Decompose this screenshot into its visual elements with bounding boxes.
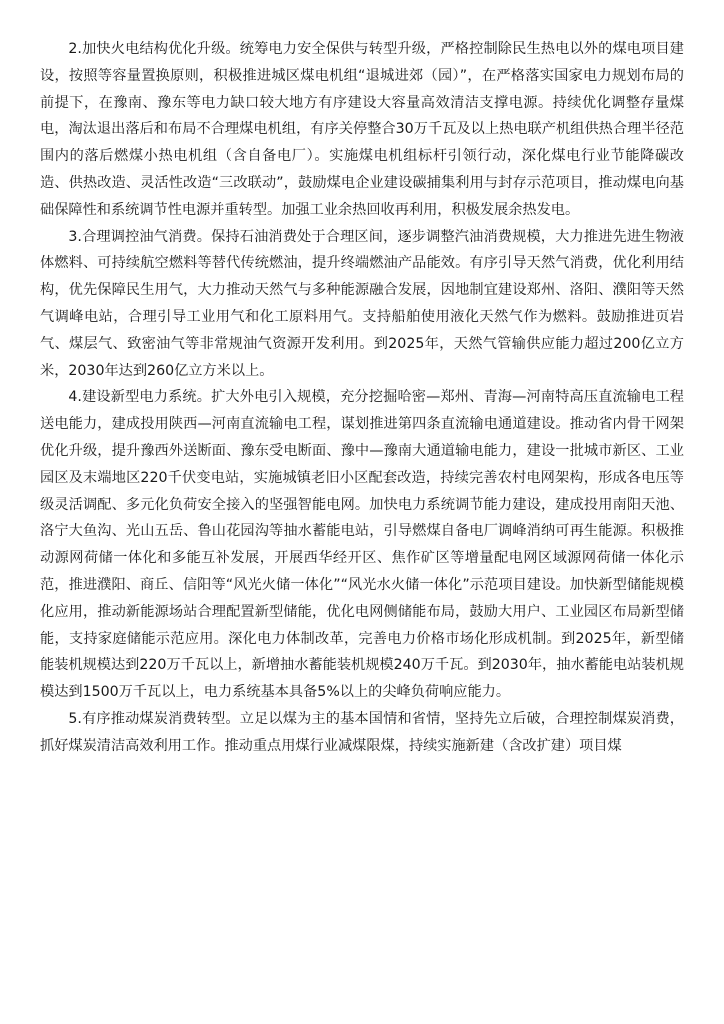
paragraph-thermal-power-upgrade: 2.加快火电结构优化升级。统筹电力安全保供与转型升级，严格控制除民生热电以外的煤电项目建设，按照等容量置换原则，积极推进城区煤电机组“退城进郊（园）”，在严格落实国家电力规划布局的前提下，在豫南、豫东等电力缺口较大地方有序建设大容量高效清洁支撑电源。持续优化调整存量煤电，淘汰退出落后和布局不合理煤电机组，有序关停整合30万千瓦及以上热电联产机组供热合理半径范围内的落后燃煤小热电机组（含自备电厂）。实施煤电机组标杆引领行动，深化煤电行业节能降碳改造、供热改造、灵活性改造“三改联动”，鼓励煤电企业建设碳捕集利用与封存示范项目，推动煤电向基础保障性和系统调节性电源并重转型。加强工业余热回收再利用，积极发展余热发电。 xyxy=(40,41,684,218)
paragraph-coal-consumption-transition: 5.有序推动煤炭消费转型。立足以煤为主的基本国情和省情，坚持先立后破，合理控制煤炭消费，抓好煤炭清洁高效利用工作。推动重点用煤行业减煤限煤，持续实施新建（含改扩建）项目煤 xyxy=(40,710,684,754)
paragraph-new-power-system: 4.建设新型电力系统。扩大外电引入规模，充分挖掘哈密—郑州、青海—河南特高压直流输电工程送电能力，建成投用陕西—河南直流输电工程，谋划推进第四条直流输电通道建设。推动省内骨干网架优化升级，提升豫西外送断面、豫东受电断面、豫中—豫南大通道输电能力，建设一批城市新区、工业园区及末端地区220千伏变电站，实施城镇老旧小区配套改造，持续完善农村电网架构，形成各电压等级灵活调配、多元化负荷安全接入的坚强智能电网。加快电力系统调节能力建设，建成投用南阳天池、洛宁大鱼沟、光山五岳、鲁山花园沟等抽水蓄能电站，引导燃煤自备电厂调峰消纳可再生能源。积极推动源网荷储一体化和多能互补发展，开展西华经开区、焦作矿区等增量配电网区域源网荷储一体化示范，推进濮阳、商丘、信阳等“风光火储一体化”“风光水火储一体化”示范项目建设。加快新型储能规模化应用，推动新能源场站合理配置新型储能，优化电网侧储能布局，鼓励大用户、工业园区布局新型储能，支持家庭储能示范应用。深化电力体制改革，完善电力价格市场化形成机制。到2025年，新型储能装机规模达到220万千瓦以上，新增抽水蓄能装机规模240万千瓦。到2030年，抽水蓄能电站装机规模达到1500万千瓦以上，电力系统基本具备5%以上的尖峰负荷响应能力。 xyxy=(40,389,684,701)
paragraph-oil-gas-consumption: 3.合理调控油气消费。保持石油消费处于合理区间，逐步调整汽油消费规模，大力推进先进生物液体燃料、可持续航空燃料等替代传统燃油，提升终端燃油产品能效。有序引导天然气消费，优化利用结构，优先保障民生用气，大力推动天然气与多种能源融合发展，因地制宜建设郑州、洛阳、濮阳等天然气调峰电站，合理引导工业用气和化工原料用气。支持船舶使用液化天然气作为燃料。鼓励推进页岩气、煤层气、致密油气等非常规油气资源开发利用。到2025年，天然气管输供应能力超过200亿立方米，2030年达到260亿立方米以上。 xyxy=(40,228,684,379)
